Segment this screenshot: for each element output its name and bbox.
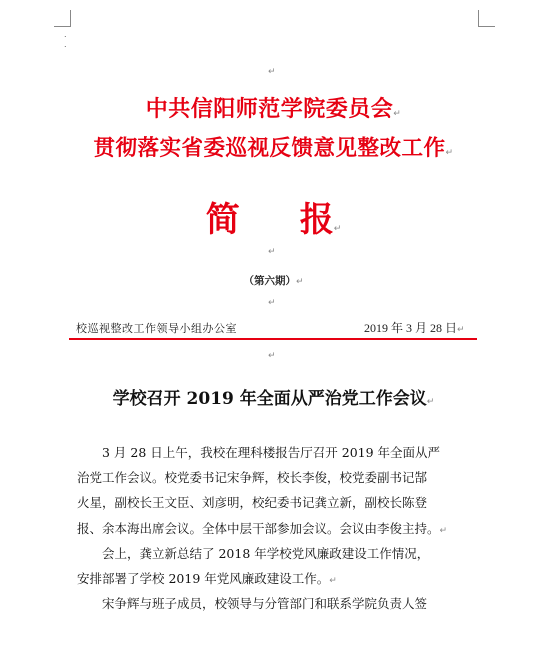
cursor-mark: . xyxy=(64,30,67,39)
issue-number: （第六期）↵ xyxy=(243,275,304,287)
crop-mark-top-left xyxy=(54,10,71,27)
masthead-divider xyxy=(69,338,477,340)
article-paragraph-1 xyxy=(77,440,477,544)
issue-date: 2019 年 3 月 28 日↵ xyxy=(364,321,465,335)
paragraph-mark: ↵ xyxy=(268,247,276,257)
paragraph-line: 宋争辉与班子成员，校领导与分管部门和联系学院负责人签 xyxy=(102,596,428,611)
paragraph-line: 安排部署了学校 2019 年党风廉政建设工作。↵ xyxy=(77,571,337,587)
paragraph-line: 3 月 28 日上午，我校在理科楼报告厅召开 2019 年全面从严 xyxy=(102,445,441,460)
paragraph-mark: ↵ xyxy=(329,576,337,587)
paragraph-line: 会上，龚立新总结了 2018 年学校党风廉政建设工作情况， xyxy=(102,546,430,561)
bulletin-char-2: 报 xyxy=(299,200,334,240)
bulletin-char-1: 简 xyxy=(205,200,240,240)
article-paragraph-3 xyxy=(77,591,477,616)
cursor-mark: . xyxy=(64,40,67,49)
paragraph-line: 火星，副校长王文臣、刘彦明，校纪委书记龚立新，副校长陈登 xyxy=(77,495,428,511)
paragraph-mark: ↵ xyxy=(268,298,276,308)
article-paragraph-2 xyxy=(77,541,477,594)
paragraph-line: 报、余本海出席会议。全体中层干部参加会议。会议由李俊主持。↵ xyxy=(77,520,448,536)
bulletin-title xyxy=(0,192,547,241)
paragraph-line: 治党工作会议。校党委书记宋争辉，校长李俊，校党委副书记郜 xyxy=(77,470,428,486)
paragraph-mark: ↵ xyxy=(393,109,402,119)
crop-mark-top-right xyxy=(478,10,495,27)
paragraph-mark: ↵ xyxy=(333,224,342,234)
paragraph-mark: ↵ xyxy=(445,148,454,158)
paragraph-mark: ↵ xyxy=(457,325,465,335)
org-title: 中共信阳师范学院委员会↵ xyxy=(145,96,402,122)
paragraph-mark: ↵ xyxy=(439,525,448,536)
issuing-office: 校巡视整改工作领导小组办公室 xyxy=(76,322,237,335)
paragraph-mark: ↵ xyxy=(268,67,276,77)
paragraph-mark: ↵ xyxy=(268,351,276,361)
subject-title: 贯彻落实省委巡视反馈意见整改工作↵ xyxy=(93,136,454,161)
paragraph-mark: ↵ xyxy=(295,277,304,287)
paragraph-mark: ↵ xyxy=(426,397,435,407)
article-headline: 学校召开 2019 年全面从严治党工作会议↵ xyxy=(112,389,435,409)
